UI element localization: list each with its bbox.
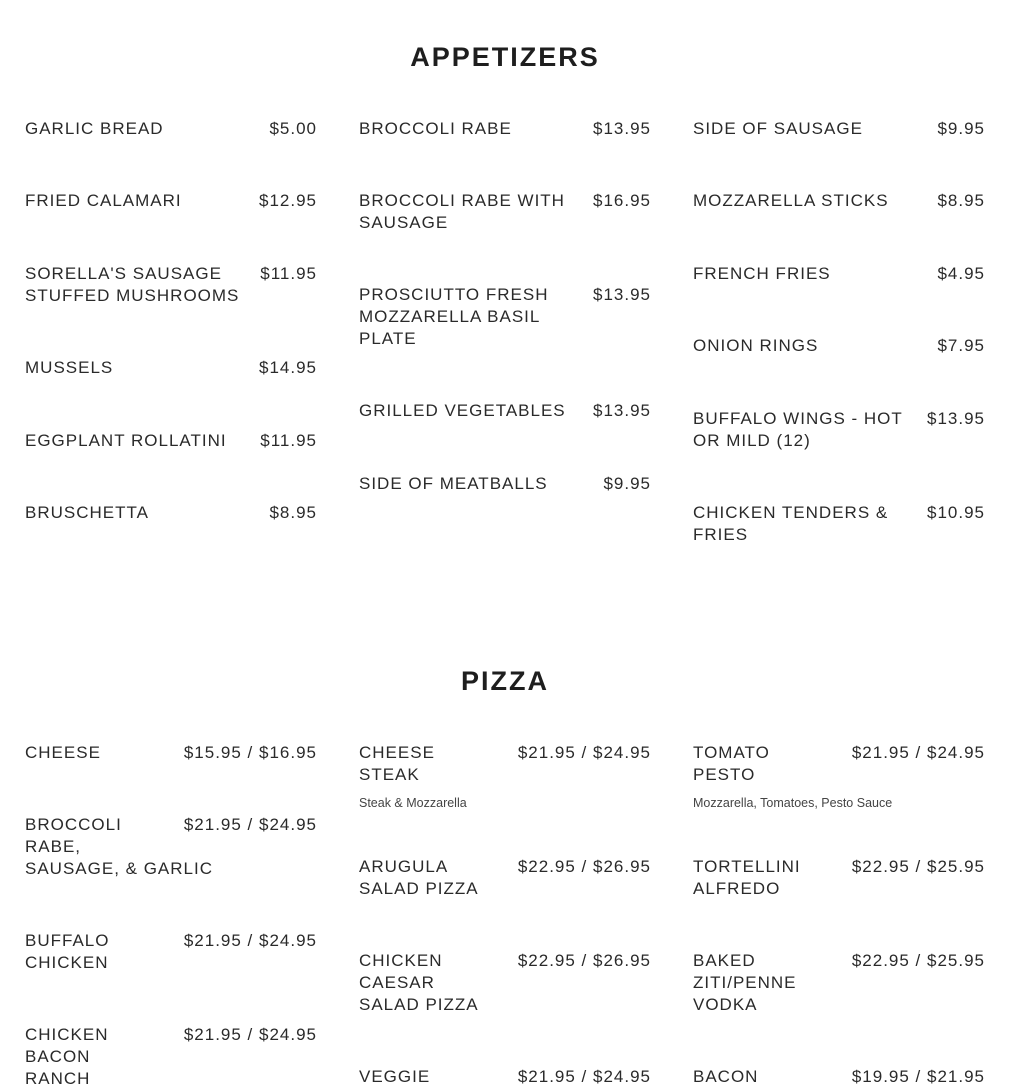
item-price: $4.95 xyxy=(937,264,985,283)
item-price: $11.95 xyxy=(260,264,317,283)
item-price: $9.95 xyxy=(603,474,651,493)
item-price: $9.95 xyxy=(937,119,985,138)
item-name: BUFFALO CHICKEN xyxy=(25,931,110,972)
item-name: VEGGIE xyxy=(359,1067,431,1086)
item-name: BROCCOLI RABE xyxy=(359,119,512,138)
item-price: $13.95 xyxy=(593,285,651,304)
item-price: $21.95 / $24.95 xyxy=(183,931,317,950)
item-price: $11.95 xyxy=(260,431,317,450)
item-name: BACON xyxy=(693,1067,759,1086)
item-name: MUSSELS xyxy=(25,358,114,377)
item-price: $21.95 / $24.95 xyxy=(183,815,317,834)
item-price: $16.95 xyxy=(593,191,651,210)
item-name: CHEESE xyxy=(25,743,101,762)
item-name: CHICKEN BACON RANCH xyxy=(25,1025,109,1088)
item-name: SORELLA'S SAUSAGE STUFFED MUSHROOMS xyxy=(25,264,240,305)
item-name: BROCCOLI RABE, SAUSAGE, & GARLIC xyxy=(25,815,213,878)
item-price: $22.95 / $25.95 xyxy=(851,857,985,876)
item-name: CHICKEN TENDERS & FRIES xyxy=(693,503,889,544)
item-description: Mozzarella, Tomatoes, Pesto Sauce xyxy=(693,796,893,810)
item-name: GARLIC BREAD xyxy=(25,119,164,138)
item-name: SIDE OF MEATBALLS xyxy=(359,474,548,493)
item-price: $15.95 / $16.95 xyxy=(183,743,317,762)
item-price: $10.95 xyxy=(927,503,985,522)
section-title-appetizers: APPETIZERS xyxy=(410,42,600,72)
item-name: TORTELLINI ALFREDO xyxy=(693,857,801,898)
item-name: BRUSCHETTA xyxy=(25,503,149,522)
item-name: CHEESE STEAK xyxy=(359,743,435,784)
section-title-pizza: PIZZA xyxy=(461,666,549,696)
item-price: $12.95 xyxy=(259,191,317,210)
item-price: $13.95 xyxy=(927,409,985,428)
item-price: $21.95 / $24.95 xyxy=(517,743,651,762)
item-price: $13.95 xyxy=(593,119,651,138)
item-name: FRENCH FRIES xyxy=(693,264,831,283)
item-name: CHICKEN CAESAR SALAD PIZZA xyxy=(359,951,479,1014)
item-price: $22.95 / $25.95 xyxy=(851,951,985,970)
item-name: BROCCOLI RABE WITH SAUSAGE xyxy=(359,191,565,232)
item-name: BAKED ZITI/PENNE VODKA xyxy=(693,951,797,1014)
item-price: $14.95 xyxy=(259,358,317,377)
item-price: $13.95 xyxy=(593,401,651,420)
item-price: $7.95 xyxy=(937,336,985,355)
item-name: TOMATO PESTO xyxy=(693,743,770,784)
item-name: GRILLED VEGETABLES xyxy=(359,401,566,420)
item-name: EGGPLANT ROLLATINI xyxy=(25,431,227,450)
item-price: $21.95 / $24.95 xyxy=(851,743,985,762)
item-price: $22.95 / $26.95 xyxy=(517,951,651,970)
item-price: $8.95 xyxy=(937,191,985,210)
item-price: $19.95 / $21.95 xyxy=(851,1067,985,1086)
item-name: MOZZARELLA STICKS xyxy=(693,191,889,210)
item-name: FRIED CALAMARI xyxy=(25,191,182,210)
item-name: ARUGULA SALAD PIZZA xyxy=(359,857,479,898)
item-name: BUFFALO WINGS - HOT OR MILD (12) xyxy=(693,409,903,450)
item-name: ONION RINGS xyxy=(693,336,819,355)
item-name: PROSCIUTTO FRESH MOZZARELLA BASIL PLATE xyxy=(359,285,549,348)
item-description: Steak & Mozzarella xyxy=(359,796,467,810)
item-name: SIDE OF SAUSAGE xyxy=(693,119,863,138)
item-price: $8.95 xyxy=(269,503,317,522)
item-price: $21.95 / $24.95 xyxy=(517,1067,651,1086)
item-price: $22.95 / $26.95 xyxy=(517,857,651,876)
item-price: $21.95 / $24.95 xyxy=(183,1025,317,1044)
item-price: $5.00 xyxy=(269,119,317,138)
